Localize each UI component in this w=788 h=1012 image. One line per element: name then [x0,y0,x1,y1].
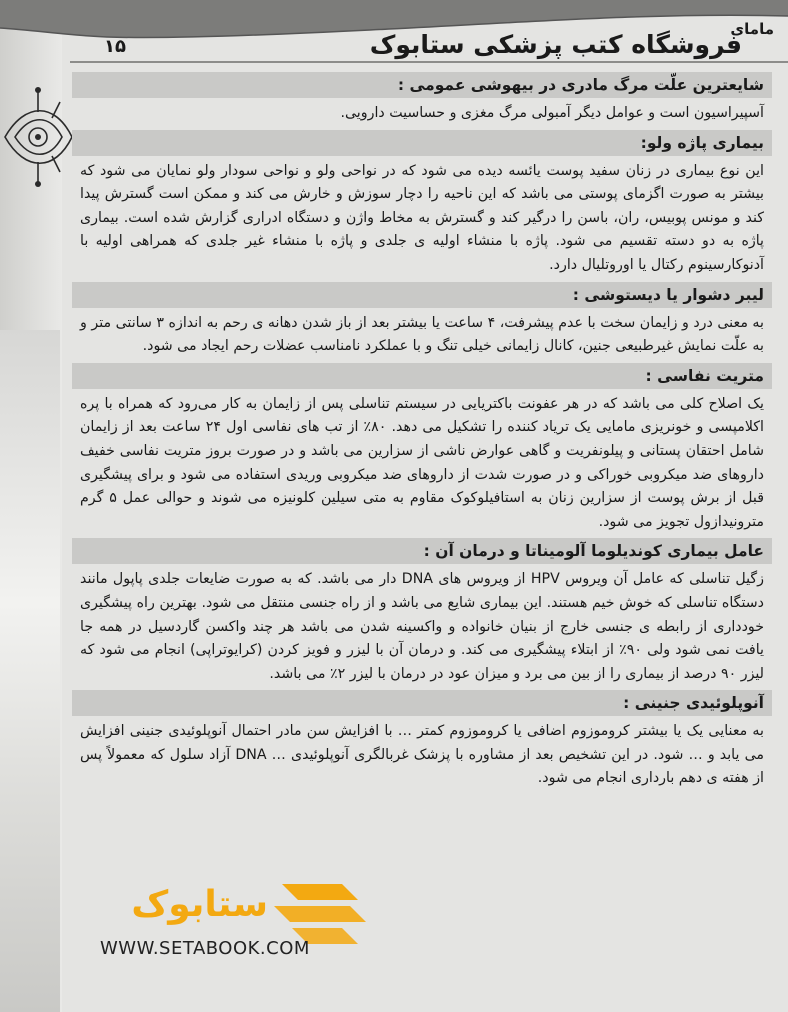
section-heading: شایعترین علّت مرگ مادری در بیهوشی عمومی : [72,72,772,98]
section [72,282,772,359]
section-heading: متریت نفاسی : [72,363,772,389]
section-paragraph: یک اصلاح کلی می باشد که در هر عفونت باکتریایی در سیستم تناسلی پس از زایمان به کار می‌رود که همراه با پره اکلامپسی و خونریزی مامایی یک تریاد کننده را تشکیل می دهد. ۸۰٪ از تب های نفاسی اول ۲۴ ساعت بعد از زایمان شامل احتقان پستانی و پیلونفریت و گاهی عوارض ناشی از سزارین می باشد و در صورت بروز متریت نفاسی خفیف داروهای ضد میکروبی خوراکی و در صورت شدت از داروهای ضد میکروبی وریدی استفاده می شود و برای پیشگیری قبل از برش پوست از سزارین زنان به استافیلوکوک مقاوم به متی سیلین کلونیزه می شوند و حوالی عمل ۵ گرم مترونیدازول تجویز می شود. [80,395,764,530]
page-content [72,68,772,793]
section [72,690,772,791]
page-number: ۱۵ [104,36,126,57]
section [72,363,772,535]
section [72,538,772,686]
setabook-logo-icon [96,866,396,976]
section-paragraph: آسپیراسیون است و عوامل دیگر آمبولی مرگ مغزی و حساسیت دارویی. [340,105,764,121]
section [72,72,772,126]
section [72,130,772,278]
section-heading: آنوپلوئیدی جنینی : [72,690,772,716]
section-heading: بیماری پاژه ولو: [72,130,772,156]
svg-text:ستابوک: ستابوک [131,884,268,925]
section-paragraph: زگیل تناسلی که عامل آن ویروس HPV از ویروس های DNA دار می باشد. که به صورت ضایعات جلدی پاپول مانند دستگاه تناسلی که خوش خیم هستند. این بیماری شایع می باشد و از راه جنسی منتقل می شود. بهترین راه پیشگیری خودداری از رابطه ی جنسی خارج از بنیان خانواده و واکسینه شدن می باشد هر چند واکسن گاردسیل در همه جا یافت نمی شود ولی ۹۰٪ از ابتلاء پیشگیری می کند. و درمان آن با لیزر و فویز کردن (کرایوتراپی) انجام می شود که لیزر ۹۰ درصد از بیماری را از بین می برد و میزان عود در درمان با لیزر ۲٪ می باشد. [80,571,764,682]
section-paragraph: به معنی درد و زایمان سخت با عدم پیشرفت، ۴ ساعت یا بیشتر بعد از باز شدن دهانه ی رحم به اندازه ۳ سانتی متر و به علّت نمایش غیرطبیعی جنین، کانال زایمانی خیلی تنگ و با عملکرد نامناسب عضلات رحم ایجاد می شود. [80,314,764,355]
section-heading: عامل بیماری کوندیلوما آلومیناتا و درمان آن : [72,538,772,564]
section-paragraph: به معنایی یک یا بیشتر کروموزوم اضافی یا کروموزوم کمتر … با افزایش سن مادر احتمال آنوپلوئیدی جنینی افزایش می یابد و … شود. در این تشخیص بعد از مشاوره با پزشک غربالگری آنوپلوئیدی … DNA آزاد سلول که معمولاً پس از هفته ی دهم بارداری انجام می شود. [80,723,764,787]
section-heading: لیبر دشوار یا دیستوشی : [72,282,772,308]
photo-strip [0,330,60,1012]
watermark-url: WWW.SETABOOK.COM [100,938,310,959]
brand-small: مامای [730,20,774,38]
section-paragraph: این نوع بیماری در زنان سفید پوست یائسه دیده می شود که در نواحی ولو و نواحی سودار ولو نمایان می شود که بیشتر به صورت اگزمای پوستی می باشد که این ناحیه را دچار سوزش و خارش می کند و ممکن است گسترش پیدا کند و مونس پوبیس، ران، باسن را درگیر کند و گسترش به مخاط واژن و دستگاه ادراری گزارش شده است. بیماری پاژه به دو دسته تقسیم می شود. پاژه با منشاء اولیه ی جلدی و پاژه با منشاء غیر جلدی که همراهی اولیه با آدنوکارسینوم رکتال یا اوروتلیال دارد. [80,162,764,273]
ornament-icon [0,82,80,192]
page-title: فروشگاه کتب پزشکی ستابوک [369,30,742,59]
